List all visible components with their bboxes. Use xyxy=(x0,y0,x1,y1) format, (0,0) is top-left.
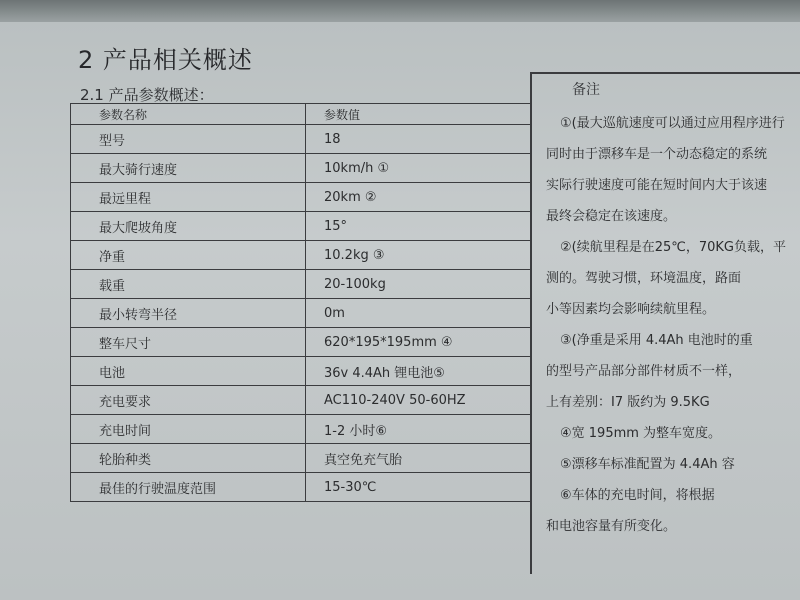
note-line: ①(最大巡航速度可以通过应用程序进行 xyxy=(560,116,785,131)
table-row xyxy=(71,270,531,299)
param-value: 10.2kg ③ xyxy=(306,241,531,270)
note-line: ⑤漂移车标准配置为 4.4Ah 容 xyxy=(560,457,735,472)
param-value: 10km/h ① xyxy=(306,154,531,183)
table-row xyxy=(71,154,531,183)
param-value: 1-2 小时⑥ xyxy=(306,415,531,444)
note-line: ③(净重是采用 4.4Ah 电池时的重 xyxy=(560,333,753,348)
param-value: 20-100kg xyxy=(306,270,531,299)
table-row xyxy=(71,415,531,444)
note-line: 上有差别：I7 版约为 9.5KG xyxy=(546,395,710,410)
param-value: 18 xyxy=(306,125,531,154)
param-name: 最佳的行驶温度范围 xyxy=(71,473,306,502)
table-row xyxy=(71,212,531,241)
table-row xyxy=(71,299,531,328)
table-row xyxy=(71,444,531,473)
note-line: 小等因素均会影响续航里程。 xyxy=(546,302,716,317)
param-value: 620*195*195mm ④ xyxy=(306,328,531,357)
notes-top-rule xyxy=(530,72,800,74)
note-line: 的型号产品部分部件材质不一样， xyxy=(546,364,742,379)
param-name: 轮胎种类 xyxy=(71,444,306,473)
table-row xyxy=(71,183,531,212)
param-name: 电池 xyxy=(71,357,306,386)
param-name: 型号 xyxy=(71,125,306,154)
header-param-value: 参数值 xyxy=(306,104,531,125)
table-row xyxy=(71,473,531,502)
param-value: 15-30℃ xyxy=(306,473,531,502)
table-header-row xyxy=(71,104,531,125)
param-name: 最远里程 xyxy=(71,183,306,212)
note-line: 最终会稳定在该速度。 xyxy=(546,209,677,224)
note-line: ④宽 195mm 为整车宽度。 xyxy=(560,426,722,441)
table-row xyxy=(71,386,531,415)
note-line: 同时由于漂移车是一个动态稳定的系统 xyxy=(546,147,768,162)
notes-header: 备注 xyxy=(572,82,600,98)
param-name: 净重 xyxy=(71,241,306,270)
note-line: ②(续航里程是在25℃，70KG负载，平 xyxy=(560,240,787,255)
note-line: ⑥车体的充电时间，将根据 xyxy=(560,488,715,503)
param-value: 真空免充气胎 xyxy=(306,444,531,473)
param-name: 载重 xyxy=(71,270,306,299)
top-edge xyxy=(0,0,800,22)
note-line: 和电池容量有所变化。 xyxy=(546,519,677,534)
section-heading: 2 产品相关概述 xyxy=(78,46,253,74)
param-name: 最小转弯半径 xyxy=(71,299,306,328)
param-value: AC110-240V 50-60HZ xyxy=(306,386,531,415)
table-row xyxy=(71,357,531,386)
spec-table xyxy=(70,103,531,502)
param-name: 充电要求 xyxy=(71,386,306,415)
table-row xyxy=(71,241,531,270)
header-param-name: 参数名称 xyxy=(71,104,306,125)
table-row xyxy=(71,125,531,154)
param-value: 36v 4.4Ah 锂电池⑤ xyxy=(306,357,531,386)
subsection-heading: 2.1 产品参数概述： xyxy=(80,86,214,104)
param-value: 0m xyxy=(306,299,531,328)
notes-column xyxy=(546,108,800,558)
param-name: 最大爬坡角度 xyxy=(71,212,306,241)
param-value: 20km ② xyxy=(306,183,531,212)
param-name: 最大骑行速度 xyxy=(71,154,306,183)
param-name: 整车尺寸 xyxy=(71,328,306,357)
table-row xyxy=(71,328,531,357)
param-value: 15° xyxy=(306,212,531,241)
param-name: 充电时间 xyxy=(71,415,306,444)
note-line: 测的。驾驶习惯，环境温度，路面 xyxy=(546,271,742,286)
note-line: 实际行驶速度可能在短时间内大于该速 xyxy=(546,178,768,193)
